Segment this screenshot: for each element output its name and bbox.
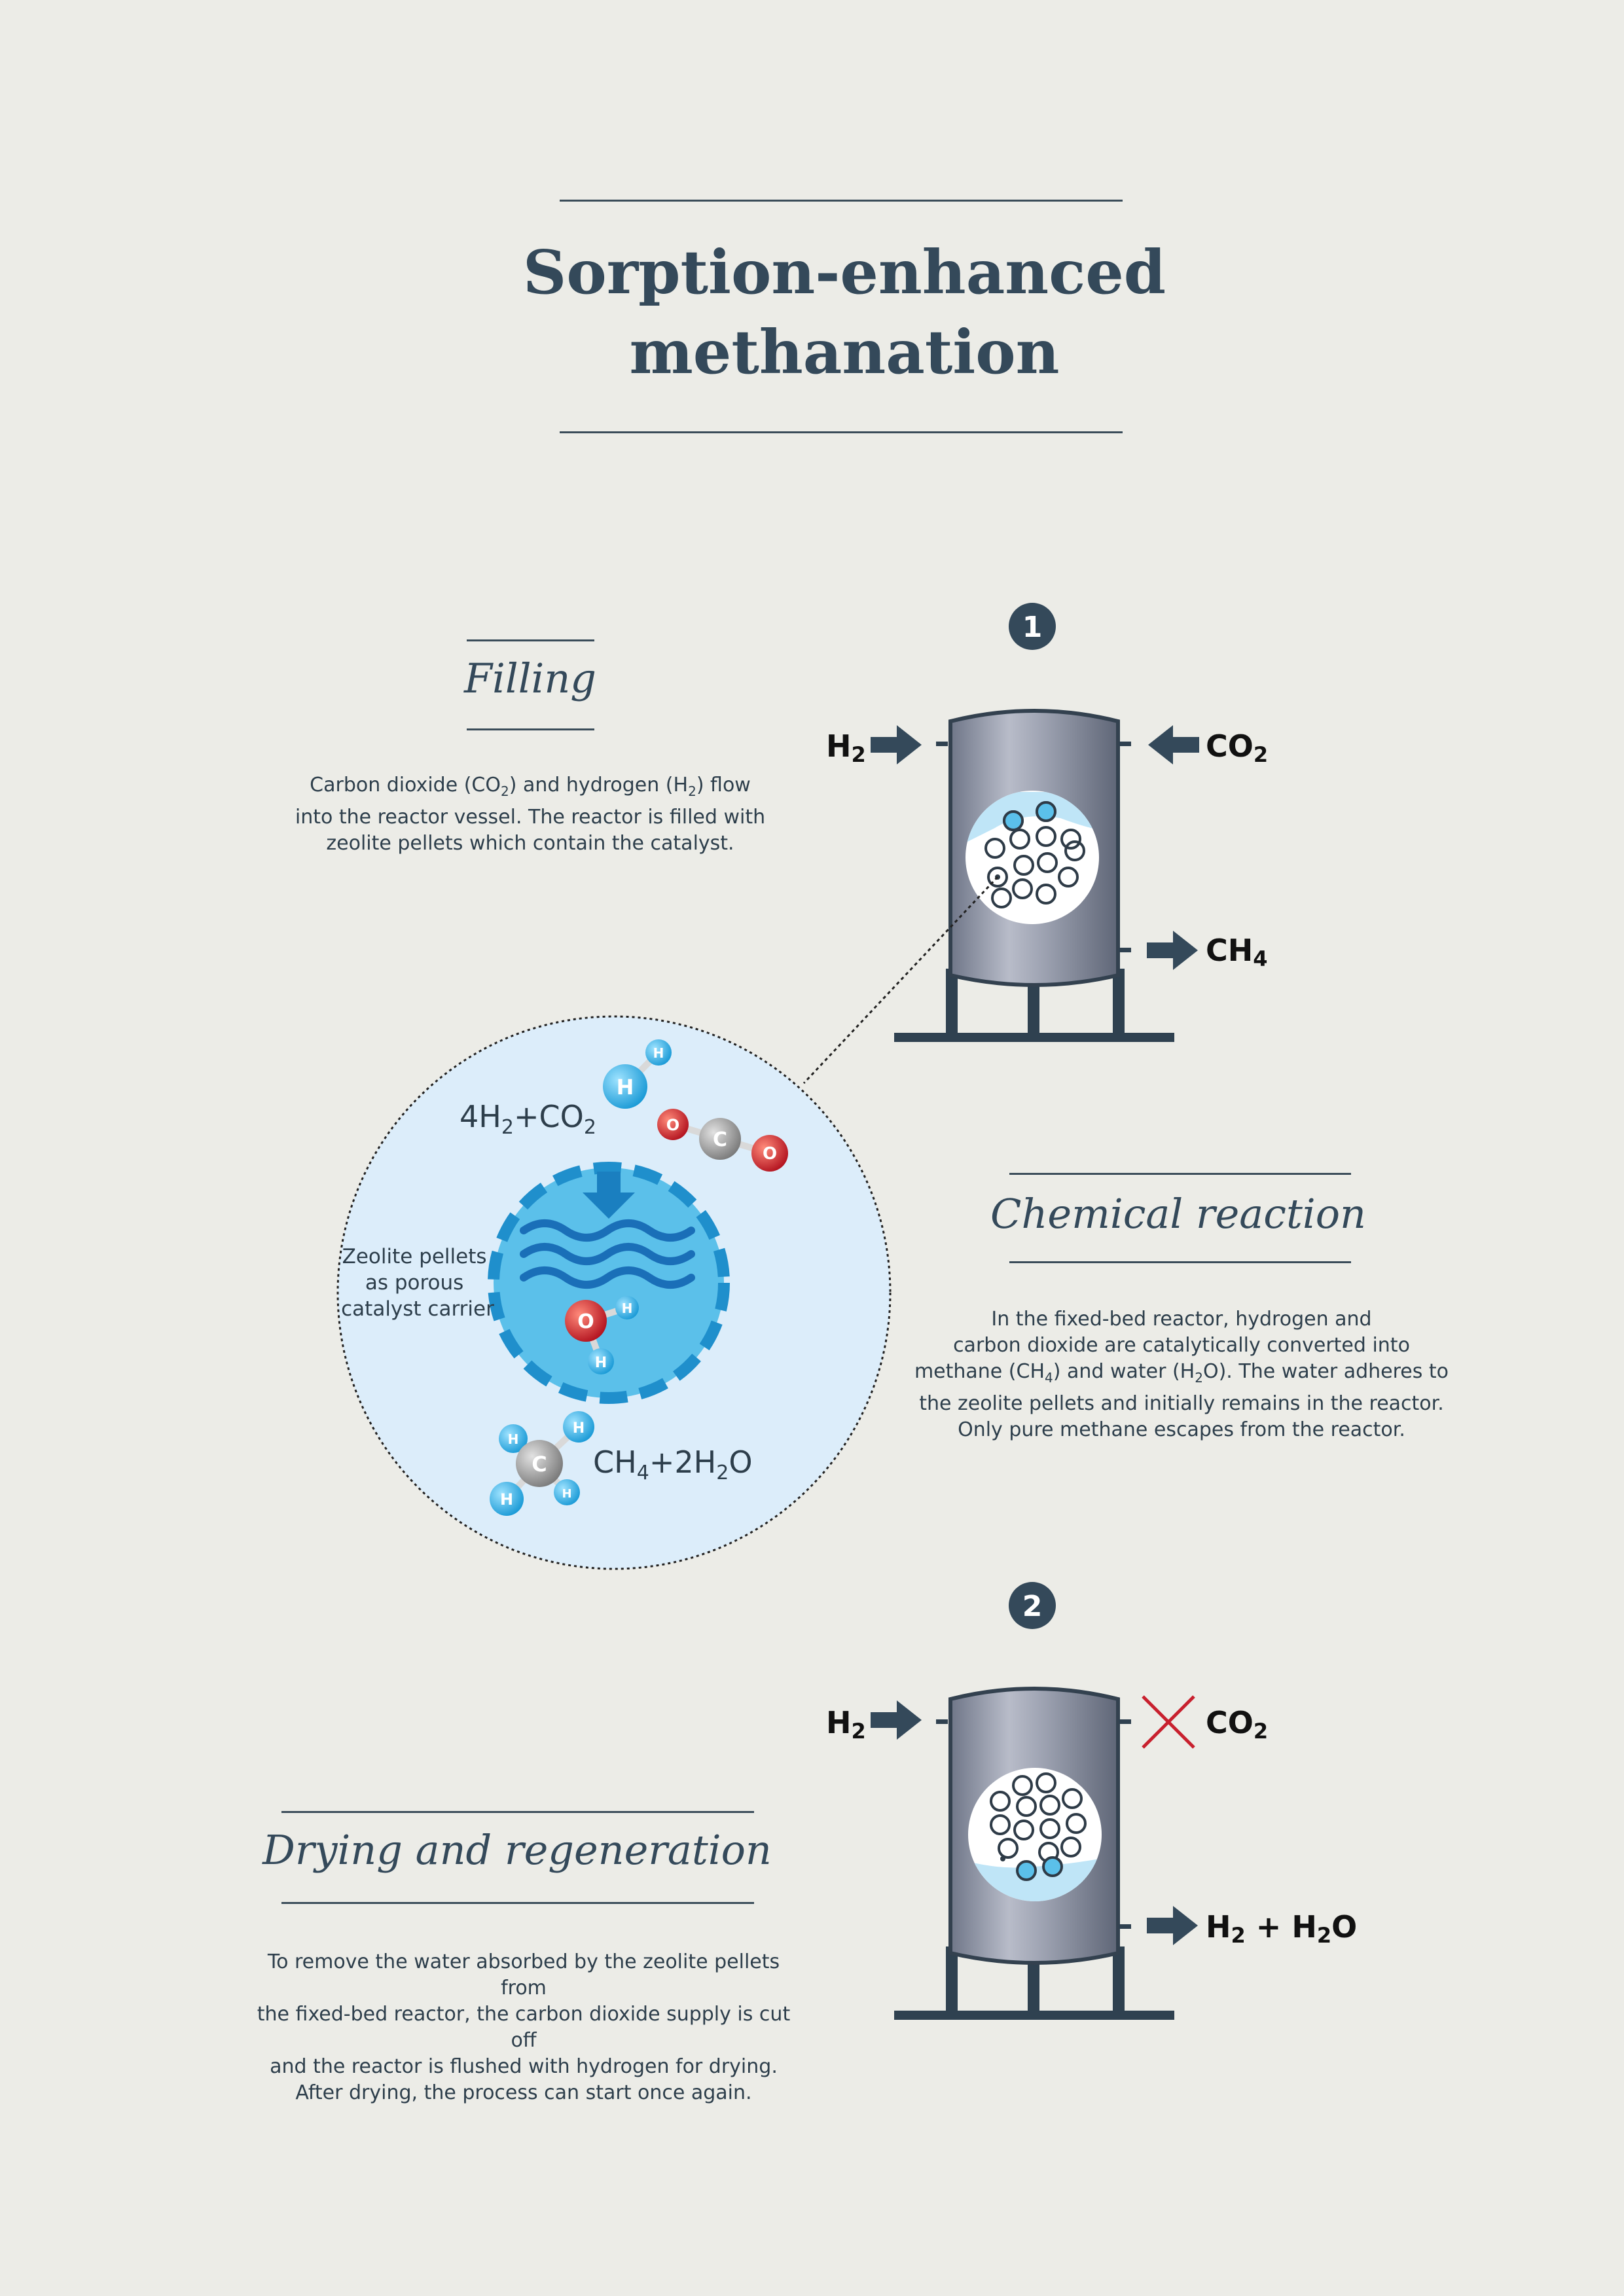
zeolite-label: Zeolite pellets as porous catalyst carrier (341, 1245, 494, 1321)
reactor-1-ch4-arrow (1147, 931, 1198, 970)
svg-text:C: C (712, 1128, 728, 1151)
step-1-number: 1 (1022, 611, 1043, 644)
drying-heading: Drying and regeneration (262, 1826, 772, 1874)
filling-heading: Filling (464, 655, 596, 702)
products-equation: $CH_4+2H_2O$ (593, 1444, 753, 1484)
reactants-equation: $4H_2+CO_2$ (460, 1099, 596, 1139)
page-title-line1: Sorption-enhanced (522, 237, 1166, 308)
drying-desc-line2: the fixed-bed reactor, the carbon dioxide supply is cut off (257, 2003, 791, 2052)
chemical-desc-line4: the zeolite pellets and initially remains in the reactor. (919, 1392, 1444, 1415)
reactor-1-ch4-label: CH4 (1206, 933, 1268, 971)
reactor-2-output-label: H2 + H2O (1206, 1909, 1358, 1948)
co2-blocked-cross-icon (1143, 1696, 1194, 1748)
zoom-circle (338, 1016, 890, 1569)
filling-desc-line3: zeolite pellets which contain the catalyst. (326, 832, 734, 855)
svg-text:O: O (577, 1310, 594, 1333)
chemical-heading: Chemical reaction (990, 1190, 1366, 1238)
svg-text:H: H (507, 1431, 519, 1447)
reactor-2-output-arrow (1147, 1906, 1198, 1945)
drying-desc-line4: After drying, the process can start once again. (295, 2081, 752, 2104)
drying-desc-line1: To remove the water absorbed by the zeolite pellets from (267, 1950, 780, 2000)
svg-text:H: H (616, 1075, 634, 1100)
reactor-1-co2-arrow (1148, 725, 1199, 764)
filling-desc-line1: Carbon dioxide $(CO_2)$ and hydrogen $(H_2)$ flow (310, 774, 751, 799)
reactor-1-h2-arrow (871, 725, 922, 764)
svg-text:O: O (762, 1144, 778, 1164)
svg-text:H: H (572, 1420, 585, 1437)
svg-text:H: H (594, 1355, 607, 1371)
filling-desc-line2: into the reactor vessel. The reactor is filled with (295, 806, 766, 829)
svg-text:O: O (666, 1116, 680, 1134)
svg-text:H: H (499, 1490, 514, 1509)
svg-text:H: H (621, 1300, 633, 1316)
svg-text:H: H (562, 1487, 572, 1501)
reactor-1-h2-label: H2 (826, 728, 866, 767)
reactor-1-co2-label: CO2 (1206, 728, 1269, 767)
svg-text:C: C (532, 1452, 547, 1477)
chemical-desc-line5: Only pure methane escapes from the reactor. (958, 1418, 1405, 1441)
svg-text:H: H (653, 1045, 664, 1061)
reactor-2-co2-label: CO2 (1206, 1705, 1269, 1744)
reactor-2-h2-arrow (871, 1700, 922, 1740)
chemical-desc-line2: carbon dioxide are catalytically converted into (953, 1334, 1410, 1357)
chemical-desc-line3: methane $(CH_4)$ and water $(H_2O)$. The water adheres to (914, 1360, 1449, 1386)
page-title-line2: methanation (629, 317, 1060, 387)
step-2-number: 2 (1022, 1590, 1043, 1623)
reactor-1 (826, 603, 1268, 1042)
reactor-2-h2-label: H2 (826, 1705, 866, 1744)
drying-desc-line3: and the reactor is flushed with hydrogen for drying. (270, 2055, 778, 2078)
reactor-2 (826, 1582, 1357, 2020)
chemical-desc-line1: In the fixed-bed reactor, hydrogen and (991, 1308, 1372, 1331)
